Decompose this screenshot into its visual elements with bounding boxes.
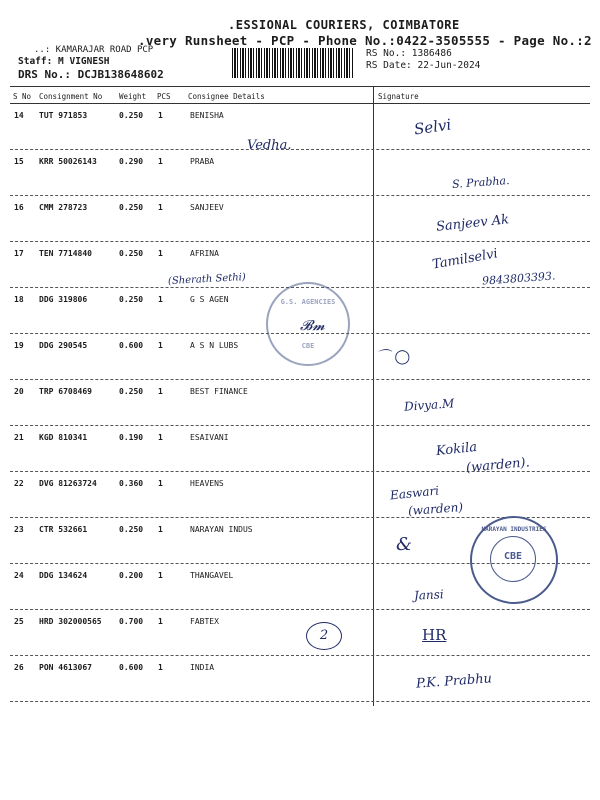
column-header-consignment: Consignment No: [39, 92, 103, 101]
signature-25-note-text: 2: [319, 628, 329, 643]
consignee-name: A S N LUBS: [190, 341, 239, 350]
consignee-name: SANJEEV: [190, 203, 224, 212]
table-row: [10, 150, 590, 196]
row-sno: 26: [14, 663, 24, 672]
consignment-number: KRR 50026143: [39, 157, 97, 166]
consignee-name: PRABA: [190, 157, 215, 166]
signature-24: Jansi: [413, 587, 445, 603]
weight-value: 0.190: [119, 433, 144, 442]
row-sno: 24: [14, 571, 24, 580]
table-row: [10, 380, 590, 426]
gs-stamp-text: G.S. AGENCIES: [280, 298, 336, 306]
signature-15: S. Prabha.: [451, 174, 510, 191]
consignment-number: HRD 302000565: [39, 617, 102, 626]
pcs-value: 1: [158, 203, 163, 212]
consignee-name: HEAVENS: [190, 479, 224, 488]
consignment-number: TUT 971853: [39, 111, 88, 120]
signature-20: Divya.M: [403, 396, 455, 414]
weight-value: 0.250: [119, 387, 144, 396]
row-sno: 17: [14, 249, 24, 258]
weight-value: 0.600: [119, 341, 144, 350]
runsheet-title: .very Runsheet - PCP - Phone No.:0422-3505555 - Page No.:2: [138, 33, 592, 48]
column-header-sno: S No: [13, 92, 32, 101]
row-sno: 16: [14, 203, 24, 212]
table-row: [10, 656, 590, 702]
consignment-number: DDG 290545: [39, 341, 88, 350]
pcs-value: 1: [158, 479, 163, 488]
consignment-number: CMM 278723: [39, 203, 88, 212]
row-sno: 15: [14, 157, 24, 166]
signature-17-phone: 9843803393.: [481, 269, 556, 288]
table-row: [10, 610, 590, 656]
pcs-value: 1: [158, 525, 163, 534]
signature-23-scribble: &: [396, 534, 413, 555]
row-sno: 18: [14, 295, 24, 304]
signature-17: Tamilselvi: [431, 246, 499, 273]
barcode: [232, 48, 354, 78]
signature-17-note: (Sherath Sethi): [167, 271, 247, 288]
pcs-value: 1: [158, 111, 163, 120]
pcs-value: 1: [158, 249, 163, 258]
weight-value: 0.250: [119, 525, 144, 534]
signature-21b: (warden).: [465, 455, 531, 476]
consignee-name: ESAIVANI: [190, 433, 229, 442]
consignee-name: FABTEX: [190, 617, 219, 626]
signature-15-note: Vedha.: [247, 138, 292, 153]
row-sno: 19: [14, 341, 24, 350]
consignee-name: THANGAVEL: [190, 571, 234, 580]
narayan-stamp-text: NARAYAN INDUSTRIES: [481, 526, 547, 533]
consignment-number: TRP 6708469: [39, 387, 92, 396]
narayan-industries-stamp: [470, 516, 558, 604]
narayan-inner-circle: [490, 536, 536, 582]
row-sno: 14: [14, 111, 24, 120]
column-header-consignee: Consignee Details: [188, 92, 265, 101]
weight-value: 0.700: [119, 617, 144, 626]
signature-21: Kokila: [435, 439, 478, 460]
staff-name: Staff: M VIGNESH: [18, 56, 110, 67]
row-sno: 21: [14, 433, 24, 442]
drs-label: DRS No.:: [18, 68, 71, 81]
consignment-number: KGD 810341: [39, 433, 88, 442]
signature-22: Easwari: [389, 483, 440, 503]
weight-value: 0.250: [119, 295, 144, 304]
column-header-pcs: PCS: [157, 92, 171, 101]
pcs-value: 1: [158, 157, 163, 166]
table-row: [10, 104, 590, 150]
weight-value: 0.250: [119, 111, 144, 120]
consignee-name: INDIA: [190, 663, 215, 672]
gs-stamp-city: CBE: [301, 342, 315, 350]
signature-22b: (warden): [407, 500, 464, 518]
signature-25: HR: [422, 626, 447, 644]
narayan-stamp-city: CBE: [503, 551, 523, 562]
company-title: .ESSIONAL COURIERS, COIMBATORE: [228, 18, 460, 32]
pcs-value: 1: [158, 295, 163, 304]
row-sno: 23: [14, 525, 24, 534]
drs-value: DCJB138648602: [77, 68, 164, 81]
weight-value: 0.250: [119, 249, 144, 258]
row-sno: 25: [14, 617, 24, 626]
consignment-number: CTR 532661: [39, 525, 88, 534]
pcs-value: 1: [158, 617, 163, 626]
signature-14: Selvi: [412, 115, 453, 139]
weight-value: 0.290: [119, 157, 144, 166]
consignee-name: NARAYAN INDUS: [190, 525, 253, 534]
consignment-number: DVG 81263724: [39, 479, 97, 488]
column-header-weight: Weight: [119, 92, 147, 101]
column-header-signature: Signature: [378, 92, 419, 101]
rs-date: RS Date: 22-Jun-2024: [366, 60, 481, 71]
pcs-value: 1: [158, 387, 163, 396]
rs-number: RS No.: 1386486: [366, 48, 452, 59]
drs-number: [18, 68, 164, 81]
table-row: [10, 472, 590, 518]
table-top-rule: [10, 86, 590, 87]
pcs-value: 1: [158, 571, 163, 580]
consignee-name: BEST FINANCE: [190, 387, 248, 396]
signature-16: Sanjeev Ak: [435, 212, 510, 235]
pcs-value: 1: [158, 341, 163, 350]
weight-value: 0.360: [119, 479, 144, 488]
weight-value: 0.200: [119, 571, 144, 580]
consignee-name: G S AGEN: [190, 295, 229, 304]
row-sno: 22: [14, 479, 24, 488]
consignee-name: AFRINA: [190, 249, 219, 258]
consignment-number: TEN 7714840: [39, 249, 92, 258]
pcs-value: 1: [158, 663, 163, 672]
branch-name: ..: KAMARAJAR ROAD PCP: [34, 45, 154, 55]
consignee-name: BENISHA: [190, 111, 224, 120]
pcs-value: 1: [158, 433, 163, 442]
consignment-number: DDG 134624: [39, 571, 88, 580]
signature-25-note: [306, 622, 342, 650]
signature-26: P.K. Prabhu: [415, 671, 493, 692]
consignment-number: PON 4613067: [39, 663, 92, 672]
consignment-number: DDG 319806: [39, 295, 88, 304]
weight-value: 0.250: [119, 203, 144, 212]
signature-19-scribble: ⌒ ◯: [376, 349, 411, 365]
weight-value: 0.600: [119, 663, 144, 672]
gs-agencies-stamp: [266, 282, 350, 366]
row-separator: [10, 701, 590, 702]
row-sno: 20: [14, 387, 24, 396]
signature-18-scribble: 𝓑𝓶: [300, 318, 325, 334]
